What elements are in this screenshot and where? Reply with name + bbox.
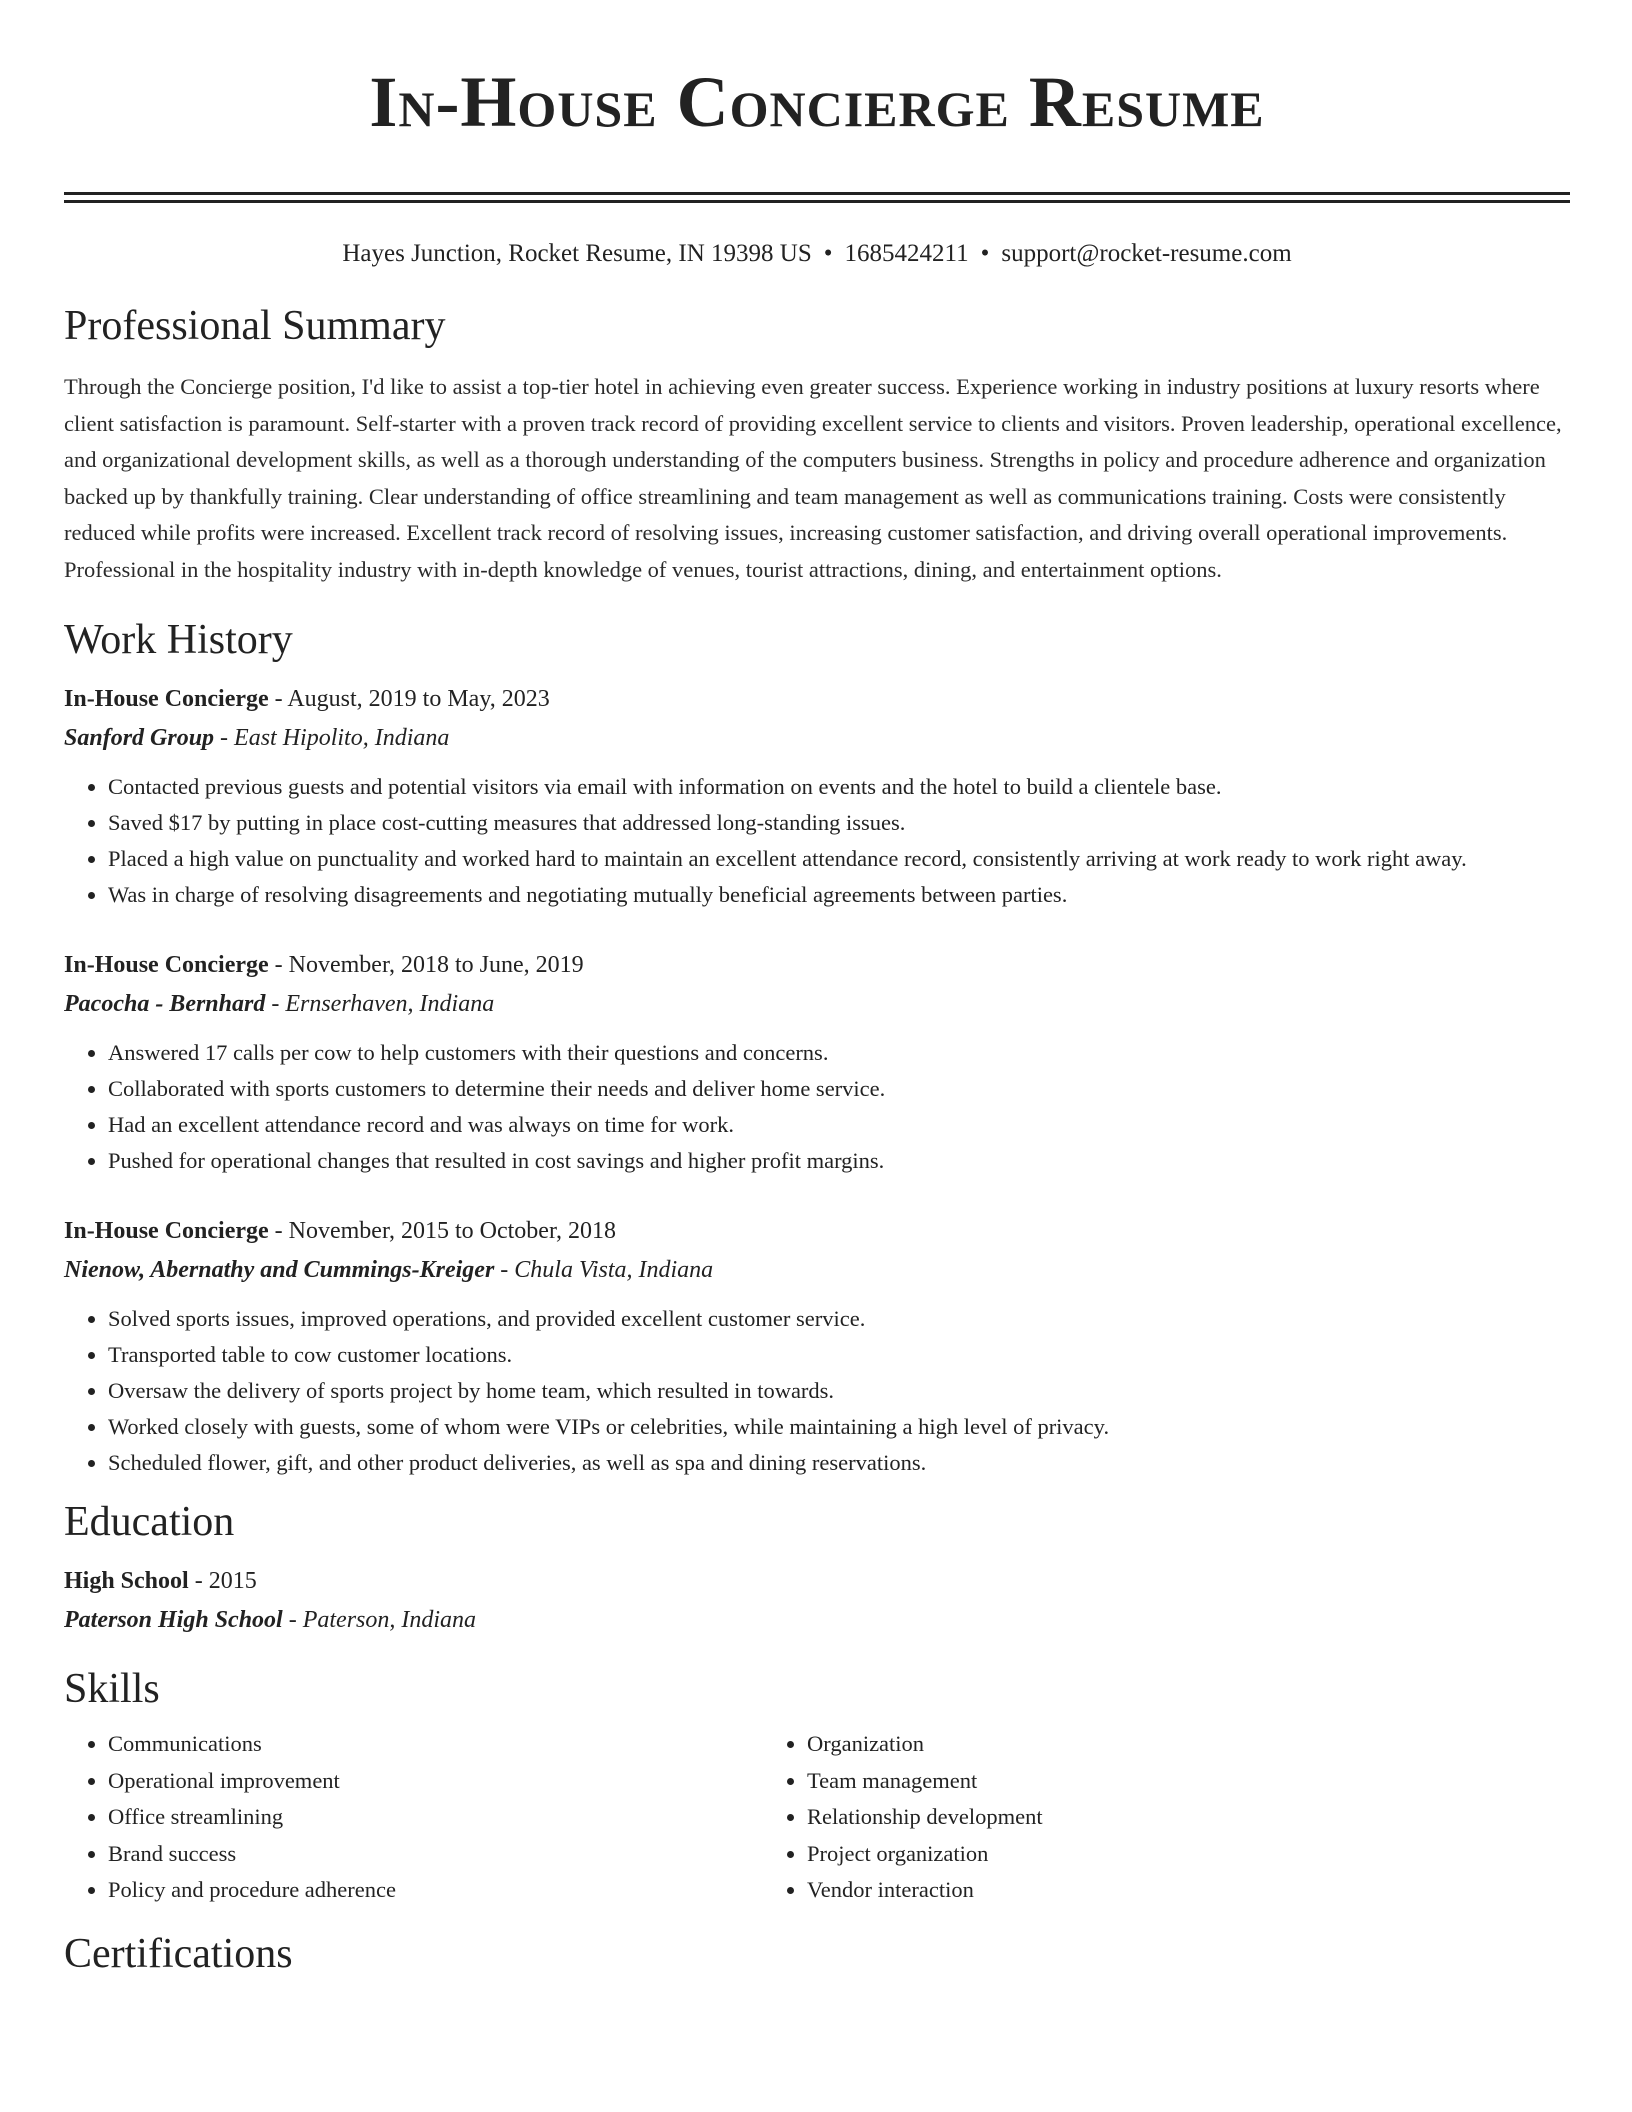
- skill-item: • Relationship development: [807, 1799, 1570, 1836]
- job-entry: [64, 680, 1570, 913]
- job-bullet: • Scheduled flower, gift, and other product deliveries, as well as spa and dining reservations.: [108, 1445, 1570, 1481]
- job-title: In-House Concierge: [64, 1218, 269, 1244]
- education-year: - 2015: [188, 1568, 257, 1594]
- skills-heading: Skills: [64, 1666, 160, 1712]
- job-bullets: [64, 769, 1570, 913]
- job-company-line: [64, 985, 1570, 1024]
- job-company-line: [64, 719, 1570, 758]
- skills-column-right: [763, 1726, 1570, 1909]
- education-degree: High School: [64, 1568, 189, 1594]
- skill-item: • Communications: [108, 1726, 763, 1763]
- job-bullets: [64, 1035, 1570, 1179]
- job-bullet: • Placed a high value on punctuality and worked hard to maintain an excellent attendance record, consistently arriving at work ready to work right away.: [108, 841, 1570, 877]
- job-bullet: • Was in charge of resolving disagreements and negotiating mutually beneficial agreements between parties.: [108, 877, 1570, 913]
- summary-text: Through the Concierge position, I'd like to assist a top-tier hotel in achieving even greater success. Experience working in industry positions at luxury resorts where client satisfaction is paramount. Self-starter with a proven track record of providing excellent service to clients and visitors. Proven leadership, operational excellence, and organizational development skills, as well as a thorough understanding of the computers business. Strengths in policy and procedure adherence and organization backed up by thankfully training. Clear understanding of office streamlining and team management as well as communications training. Costs were consistently reduced while profits were increased. Excellent track record of resolving issues, increasing customer satisfaction, and driving overall operational improvements. Professional in the hospitality industry with in-depth knowledge of venues, tourist attractions, dining, and entertainment options.: [64, 374, 1562, 582]
- job-title: In-House Concierge: [64, 686, 269, 712]
- job-entry: [64, 1212, 1570, 1481]
- certifications-heading: Certifications: [64, 1930, 293, 1977]
- skills-list: [64, 1726, 1570, 1909]
- job-bullet: • Solved sports issues, improved operations, and provided excellent customer service.: [108, 1301, 1570, 1337]
- education-location: - Paterson, Indiana: [282, 1607, 477, 1633]
- job-bullet: • Collaborated with sports customers to determine their needs and deliver home service.: [108, 1071, 1570, 1107]
- job-bullet: • Saved $17 by putting in place cost-cutting measures that addressed long-standing issues.: [108, 805, 1570, 841]
- job-bullet: • Contacted previous guests and potential visitors via email with information on events and the hotel to build a clientele base.: [108, 769, 1570, 805]
- contact-line: [64, 238, 1570, 270]
- job-title-line: [64, 1212, 1570, 1251]
- job-bullet: • Transported table to cow customer locations.: [108, 1337, 1570, 1373]
- job-company: Pacocha - Bernhard: [64, 991, 266, 1017]
- work-history-heading: Work History: [64, 617, 293, 663]
- skill-item: • Brand success: [108, 1836, 763, 1873]
- job-company-line: [64, 1251, 1570, 1290]
- title-divider: [64, 192, 1570, 203]
- job-title-line: [64, 946, 1570, 985]
- job-entry: [64, 946, 1570, 1179]
- job-location: - Chula Vista, Indiana: [494, 1257, 714, 1283]
- job-bullet: • Oversaw the delivery of sports project by home team, which resulted in towards.: [108, 1373, 1570, 1409]
- job-company: Sanford Group: [64, 725, 215, 751]
- education-school: Paterson High School: [64, 1607, 283, 1633]
- skill-item: • Office streamlining: [108, 1799, 763, 1836]
- education-entry: [64, 1562, 1570, 1640]
- job-bullet: • Had an excellent attendance record and was always on time for work.: [108, 1107, 1570, 1143]
- contact-email[interactable]: support@rocket-resume.com: [1001, 240, 1292, 267]
- job-bullets: [64, 1301, 1570, 1481]
- job-dates: - August, 2019 to May, 2023: [268, 686, 550, 712]
- job-title: In-House Concierge: [64, 952, 269, 978]
- summary-heading: Professional Summary: [64, 303, 446, 349]
- job-bullet: • Worked closely with guests, some of whom were VIPs or celebrities, while maintaining a high level of privacy.: [108, 1409, 1570, 1445]
- job-bullet: • Pushed for operational changes that resulted in cost savings and higher profit margins.: [108, 1143, 1570, 1179]
- skill-item: • Project organization: [807, 1836, 1570, 1873]
- resume-page: [64, 0, 1570, 1979]
- skill-item: • Operational improvement: [108, 1763, 763, 1800]
- education-degree-line: [64, 1562, 1570, 1601]
- contact-phone: 1685424211: [844, 240, 969, 267]
- job-location: - Ernserhaven, Indiana: [265, 991, 495, 1017]
- job-title-line: [64, 680, 1570, 719]
- job-company: Nienow, Abernathy and Cummings-Kreiger: [64, 1257, 495, 1283]
- skill-item: • Policy and procedure adherence: [108, 1872, 763, 1909]
- education-school-line: [64, 1601, 1570, 1640]
- skill-item: • Team management: [807, 1763, 1570, 1800]
- contact-separator: •: [823, 240, 833, 267]
- skill-item: • Organization: [807, 1726, 1570, 1763]
- contact-address: Hayes Junction, Rocket Resume, IN 19398 US: [342, 240, 812, 267]
- education-heading: Education: [64, 1499, 235, 1545]
- job-dates: - November, 2015 to October, 2018: [268, 1218, 616, 1244]
- job-bullet: • Answered 17 calls per cow to help customers with their questions and concerns.: [108, 1035, 1570, 1071]
- resume-title: In-House Concierge Resume: [369, 62, 1265, 142]
- skills-column-left: [64, 1726, 763, 1909]
- job-location: - East Hipolito, Indiana: [214, 725, 450, 751]
- skill-item: • Vendor interaction: [807, 1872, 1570, 1909]
- contact-separator: •: [980, 240, 990, 267]
- job-dates: - November, 2018 to June, 2019: [268, 952, 584, 978]
